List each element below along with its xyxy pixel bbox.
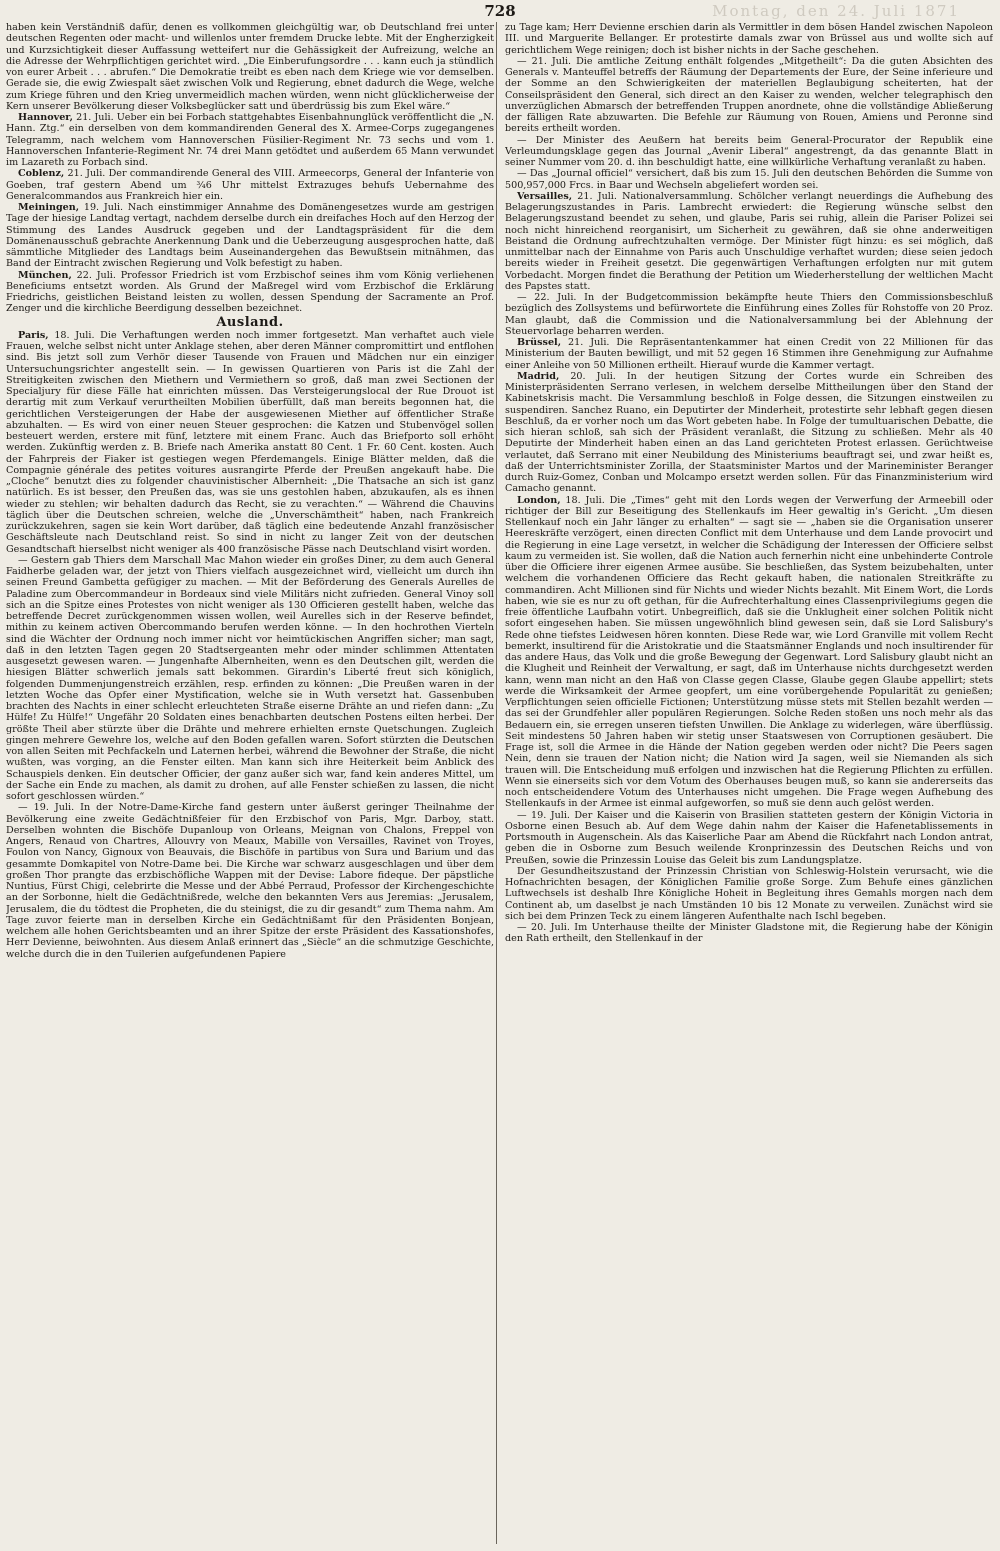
article-paragraph	[6, 168, 494, 202]
section-heading: Ausland.	[216, 314, 284, 330]
paragraph-text: — Der Minister des Aeußern hat bereits beim General-Procurator der Republik eine Verleumdungsklage gegen das Journal „Avenir Liberal“ angestrengt, da das genannte Blatt in seiner Nummer vom 20. d. ihn beschuldigt hatte, eine willkürliche Verhaftung veranlaßt zu haben.	[505, 134, 993, 168]
dateline-place: Madrid,	[517, 370, 560, 382]
article-paragraph	[505, 337, 993, 371]
paragraph-text: 21. Juli. Nationalversammlung. Schölcher verlangt neuerdings die Aufhebung des Belagerungszustandes in Paris. Lambrecht erwiedert: die Regierung wünsche selbst den Belagerungszustand beendet zu sehen, und glaube, Paris sei ruhig, allein die Pariser Polizei sei noch nicht hinreichend reorganisirt, um Sicherheit zu gewähren, daß sie ohne anderweitigen Beistand die Ordnung aufrechtzuhalten vermöge. Der Minister fügt hinzu: es sei möglich, daß unmittelbar nach der Einnahme von Paris auch Unschuldige verhaftet wurden; diese seien jedoch bereits wieder in Freiheit gesetzt. Die gegenwärtigen Verhaftungen erfolgten nur mit gutem Vorbedacht. Morgen findet die Berathung der Petition um Wiederherstellung der weltlichen Macht des Papstes statt.	[505, 190, 993, 292]
paragraph-text: — Gestern gab Thiers dem Marschall Mac Mahon wieder ein großes Diner, zu dem auch General Faidherbe geladen war, der jetzt von Thiers vielfach ausgezeichnet wird, vielleicht um durch ihn seinen Freund Gambetta gefügiger zu machen. — Mit der Beförderung des Generals Aurelles de Paladine zum Obercommandeur in Bordeaux sind viele Militärs nicht zufrieden. General Vinoy soll sich an die Spitze eines Protestes von nicht weniger als 130 Officieren gestellt haben, welche das betreffende Decret zurückgenommen wissen wollen, weil Aurelles sich in der Reserve befindet, mithin zu keinem activen Obercommando berufen werden könne. — In den hochrothen Vierteln sind die Wächter der Ordnung noch immer nicht vor heimtückischen Angriffen sicher; man sagt, daß in den letzten Tagen gegen 20 Stadtsergeanten mehr oder minder schlimmen Attentaten ausgesetzt gewesen waren. — Jungenhafte Albernheiten, wenn es den Deutschen gilt, werden die hiesigen Blätter schwerlich jemals satt bekommen. Girardin's Liberté freut sich königlich, folgenden Dummenjungenstreich erzählen, resp. erfinden zu können: „Die Preußen waren in der letzten Woche das Opfer einer Mystification, welche sie in Wuth versetzt hat. Gassenbuben brachten des Nachts in einer schlecht erleuchteten Straße eiserne Drähte an und riefen dann: „Zu Hülfe! Zu Hülfe!“ Ungefähr 20 Soldaten eines benachbarten deutschen Postens eilten herbei. Der größte Theil aber stürzte über die Drähte und mehrere erhielten ernste Quetschungen. Zugleich gingen mehrere Gewehre los, welche auf den Boden gefallen waren. Sofort stürzten die Deutschen von allen Seiten mit Pechfackeln und Laternen herbei, während die Bewohner der Straße, die nicht wußten, was vorging, an die Fenster eilten. Man kann sich ihre Heiterkeit beim Anblick des Schauspiels denken. Ein deutscher Officier, der ganz außer sich war, fand kein anderes Mittel, um der Sache ein Ende zu machen, als damit zu drohen, auf alle Fenster schießen zu lassen, die nicht sofort geschlossen würden.“	[6, 554, 494, 802]
paragraph-text: haben kein Verständniß dafür, denen es vollkommen gleichgültig war, ob Deutschland frei unter deutschen Regenten oder macht- und willenlos unter fremdem Drucke lebte. Mit der Engherzigkeit und Kurzsichtigkeit dieser Auffassung wetteifert nur die Gehässigkeit der Aufreizung, welche an die Adresse der Wehrpflichtigen gerichtet wird. „Die Einberufungsordre . . . kann euch ja stündlich von eurer Arbeit . . . abrufen.“ Die Demokratie treibt es eben nach dem Kriege wie vor demselben. Gerade sie, die ewig Zwiespalt säet zwischen Volk und Regierung, ebnet dadurch die Wege, welche zum Kriege führen und den Krieg unvermeidlich machen würden, wenn nicht glücklicherweise der Kern unserer Bevölkerung dieser Volksbeglücker satt und überdrüssig bis zum Ekel wäre.“	[6, 22, 494, 112]
paragraph-text: 21. Juli. Die Repräsentantenkammer hat einen Credit von 22 Millionen für das Ministerium der Bauten bewilligt, und mit 52 gegen 16 Stimmen ihre Genehmigung zur Aufnahme einer Anleihe von 50 Millionen ertheilt. Hierauf wurde die Kammer vertagt.	[505, 337, 993, 371]
paragraph-text: 21. Juli. Ueber ein bei Forbach stattgehabtes Eisenbahnunglück veröffentlicht die „N. Hann. Ztg.“ ein derselben von dem kommandirenden General des X. Armee-Corps zugegangenes Telegramm, nach welchem vom Hannoverschen Füsilier-Regiment Nr. 73 sechs und vom 1. Hannoverschen Infanterie-Regiment Nr. 74 drei Mann getödtet und außerdem 65 Mann verwundet im Lazareth zu Forbach sind.	[6, 112, 494, 168]
paragraph-text: 19. Juli. Nach einstimmiger Annahme des Domänengesetzes wurde am gestrigen Tage der hiesige Landtag vertagt, nachdem derselbe durch ein dreifaches Hoch auf den Herzog der Stimmung des Landes Ausdruck gegeben und der Landtagspräsident für die dem Domänenausschuß gebrachte Anerkennung Dank und die Ueberzeugung ausgesprochen hatte, daß sämmtliche Mitglieder des Landtags beim Auseinandergehen das Bewußtsein mitnähmen, das Band der Eintracht zwischen Regierung und Volk befestigt zu haben.	[6, 202, 494, 270]
bleed-through-text: Montag, den 24. Juli 1871	[712, 2, 960, 20]
paragraph-text: — 19. Juli. Der Kaiser und die Kaiserin von Brasilien statteten gestern der Königin Victoria in Osborne einen Besuch ab. Auf dem Wege dahin nahm der Kaiser die Hafenetablissements in Portsmouth in Augenschein. Als das Kaiserliche Paar am Abend die Rückfahrt nach London antrat, geben die in Osborne zum Besuch weilende Kronprinzessin des Deutschen Reichs und von Preußen, sowie die Prinzessin Louise das Geleit bis zum Landungsplatze.	[505, 809, 993, 866]
left-column	[6, 22, 494, 1544]
dateline-place: Coblenz,	[18, 168, 65, 180]
paragraph-text: — 21. Juli. Die amtliche Zeitung enthält folgendes „Mitgetheilt“: Da die guten Absichten des Generals v. Manteuffel betreffs der Räumung der Departements der Eure, der Seine inferieure und der Somme an den Schwierigkeiten der materiellen Beglaubigung scheiterten, hat der Conseilspräsident den General, sich direct an den Kaiser zu wenden, welcher telegraphisch den unverzüglichen Abmarsch der betreffenden Truppen anordnete, ohne die vollständige Abließerung der fälligen Rate abzuwarten. Die Befehle zur Räumung von Rouen, Amiens und Peronne sind bereits ertheilt worden.	[505, 55, 993, 135]
paragraph-text: 22. Juli. Professor Friedrich ist vom Erzbischof seines ihm vom König verliehenen Beneficiums entsetzt worden. Als Grund der Maßregel wird vom Erzbischof die Erklärung Friedrichs, geistlichen Beistand leisten zu wollen, dessen Spendung der Sacramente an Prof. Zenger und die kirchliche Beerdigung desselben bezeichnet.	[6, 269, 494, 315]
paragraph-text: 18. Juli. Die Verhaftungen werden noch immer fortgesetzt. Man verhaftet auch viele Frauen, welche selbst nicht unter Anklage stehen, aber deren Männer compromittirt und entflohen sind. Bis jetzt soll zum Verhör dieser Tausende von Frauen und Mädchen nur ein einziger Untersuchungsrichter angestellt sein. — In gewissen Quartieren von Paris ist die Zahl der Streitigkeiten zwischen den Miethern und Vermiethern so groß, daß man zwei Sectionen der Specialjury für diese Fälle hat einrichten müssen. Das Versteigerungslocal der Rue Drouot ist derartig mit zum Verkauf verurtheilten Mobilien überfüllt, daß man bereits begonnen hat, die gerichtlichen Versteigerungen der Habe der ausgewiesenen Miether auf öffentlicher Straße abzuhalten. — Es wird von einer neuen Steuer gesprochen: die Katzen und Stubenvögel sollen besteuert werden, erstere mit fünf, letztere mit einem Franc. Auch das Briefporto soll erhöht werden. Zukünftig werden z. B. Briefe nach Amerika anstatt 80 Cent. 1 Fr. 60 Cent. kosten. Auch der Fahrpreis der Fiaker ist gestiegen wegen Pferdemangels. Einige Blätter melden, daß die Compagnie générale des petites voitures ausrangirte Pferde der Preußen angekauft habe. Die „Cloche“ benutzt dies zu folgender chauvinistischer Albernheit: „Die Thatsache an sich ist ganz natürlich. Es ist besser, den Preußen das, was sie uns gestohlen haben, abzukaufen, als es ihnen wieder zu stehlen; wir behalten dadurch das Recht, sie zu verachten.“ — Während die Chauvins täglich über die Deutschen schreien, welche die „Unverschämtheit“ haben, nach Frankreich zurückzukehren, sagen sie kein Wort darüber, daß täglich eine bedeutende Anzahl französischer Geschäftsleute nach Deutschland reist. So sind in nicht zu langer Zeit von der deutschen Gesandtschaft hierselbst nicht weniger als 400 französische Pässe nach Deutschland visirt worden.	[6, 329, 494, 555]
dateline-place: Paris,	[18, 329, 49, 341]
article-paragraph	[505, 292, 993, 337]
article-paragraph	[505, 495, 993, 810]
article-paragraph	[505, 168, 993, 191]
dateline-place: Meiningen,	[18, 202, 80, 213]
paragraph-text: 21. Juli. Der commandirende General des VIII. Armeecorps, General der Infanterie von Goeben, traf gestern Abend um ¾6 Uhr mittelst Extrazuges behufs Uebernahme des Generalcommandos aus Frankreich hier ein.	[6, 168, 494, 202]
paragraph-text: — 20. Juli. Im Unterhause theilte der Minister Gladstone mit, die Regierung habe der Königin den Rath ertheilt, den Stellenkauf in der	[505, 922, 993, 945]
paragraph-text: — Das „Journal officiel“ versichert, daß bis zum 15. Juli den deutschen Behörden die Summe von 500,957,000 Frcs. in Baar und Wechseln abgeliefert worden sei.	[505, 168, 993, 191]
article-paragraph	[505, 56, 993, 135]
article-paragraph	[505, 810, 993, 866]
paragraph-text: 18. Juli. Die „Times“ geht mit den Lords wegen der Verwerfung der Armeebill oder richtiger der Bill zur Beseitigung des Stellenkaufs im Heer gewaltig in's Gericht. „Um diesen Stellenkauf noch ein Jahr länger zu erhalten“ — sagt sie — „haben sie die Organisation unserer Heereskräfte verzögert, einen directen Conflict mit dem Unterhause und dem Lande provocirt und die Regierung in eine Lage versetzt, in welcher die Schädigung der Interessen der Officiere selbst kaum zu vermeiden ist. Sie wollen, daß die Nation auch fernerhin nicht eine unbehinderte Controle über die Officiere ihrer eigenen Armee ausübe. Sie beschließen, das System beizubehalten, unter welchem die vorhandenen Officiere das Recht gekauft haben, die nationalen Streitkräfte zu commandiren. Acht Millionen sind für Nichts und wieder Nichts bezahlt. Mit Einem Wort, die Lords haben, wie sie es nur zu oft gethan, für die Aufrechterhaltung eines Classenprivilegiums gegen die freie öffentliche Laufbahn votirt. Unbegreiflich, daß sie die Unklugheit einer solchen Politik nicht sofort eingesehen haben. Sie müssen ungewöhnlich blind gewesen sein, daß sie Lord Salisbury's Rede ohne tiefstes Leidwesen hören konnten. Diese Rede war, wie Lord Granville mit vollem Recht bemerkt, insultirend für die Aristokratie und die Staatsmänner Englands und noch insultirender für das andere Haus, das Volk und die große Bewegung der Gegenwart. Lord Salisbury glaubt nicht an die Klugheit und Reinheit der Verwaltung, er sagt, daß im Unterhause nichts durchgesetzt werden kann, wenn man nicht an den Haß von Classe gegen Classe, Glaube gegen Glaube appellirt; stets werde die Wirksamkeit der Armee geopfert, um eine vorübergehende Popularität zu genießen; Verpflichtungen seien officielle Fictionen; Unterstützung müsse stets mit Stellen bezahlt werden — das sei der Grundfehler aller populären Regierungen. Solche Reden stoßen uns noch mehr als das Bedauern ein, sie erregen unseren tiefsten Unwillen. Die Anklage zu widerlegen, wäre überflüssig. Seit mindestens 50 Jahren haben wir stetig unser Staatswesen von Corruptionen gesäubert. Die Frage ist, soll die Armee in die Hände der Nation gegeben werden oder nicht? Die Peers sagen Nein, denn sie trauen der Nation nicht; die Nation wird Ja sagen, weil sie Niemanden als sich trauen will. Die Entscheidung muß erfolgen und inzwischen hat die Regierung Pflichten zu erfüllen. Wenn sie einerseits sich vor dem Votum des Oberhauses beugen muß, so kann sie andererseits das noch entscheidendere Votum des Unterhauses nicht umgehen. Die Frage wegen Aufhebung des Stellenkaufs in der Armee ist einmal aufgeworfen, so muß sie denn auch gelöst werden.	[505, 494, 993, 810]
right-column	[505, 22, 993, 1544]
page-number: 728	[484, 2, 516, 20]
article-paragraph	[6, 555, 494, 803]
paragraph-text: — 22. Juli. In der Budgetcommission bekämpfte heute Thiers den Commissionsbeschluß bezüglich des Zollsystems und befürwortete die Einführung eines Zolles für Rohstoffe von 20 Proz. Man glaubt, daß die Commission und die Nationalversammlung bei der Ablehnung der Steuervorlage beharren werden.	[505, 292, 993, 337]
dateline-place: Hannover,	[18, 112, 74, 123]
paragraph-text: zu Tage kam; Herr Devienne erschien darin als Vermittler in dem bösen Handel zwischen Napoleon III. und Marguerite Bellanger. Er protestirte damals zwar von Brüssel aus und wollte sich auf gerichtlichem Wege reinigen; doch ist bisher nichts in der Sache geschehen.	[505, 22, 993, 56]
article-paragraph	[6, 330, 494, 555]
dateline-place: Brüssel,	[517, 337, 562, 348]
paragraph-text: — 19. Juli. In der Notre-Dame-Kirche fand gestern unter äußerst geringer Theilnahme der Bevölkerung eine zweite Gedächtnißfeier für den Erzbischof von Paris, Mgr. Darboy, statt. Derselben wohnten die Bischöfe Dupanloup von Orleans, Meignan von Chalons, Freppel von Angers, Renaud von Chartres, Allouvry von Meaux, Mabille von Versailles, Ravinet von Troyes, Foulon von Nancy, Gignoux von Beauvais, die Bischöfe in partibus von Sura und Barium und das gesammte Domkapitel von Notre-Dame bei. Die Kirche war schwarz ausgeschlagen und über dem großen Thor prangte das erzbischöfliche Wappen mit der Devise: Labore fideque. Der päpstliche Nuntius, Fürst Chigi, celebrirte die Messe und der Abbé Perraud, Professor der Kirchengeschichte an der Sorbonne, hielt die Gedächtnißrede, welche den bekannten Vers aus Jeremias: „Jerusalem, Jerusalem, die du tödtest die Propheten, die du steinigst, die zu dir gesandt“ zum Thema nahm. Am Tage zuvor feierte man in derselben Kirche ein Gedächtnißamt für den Präsidenten Bonjean, welchem alle hohen Gerichtsbeamten und an ihrer Spitze der erste Präsident des Kassationshofes, Herr Devienne, beiwohnten. Aus diesem Anlaß erinnert das „Siècle“ an die schmutzige Geschichte, welche durch die in den Tuilerien aufgefundenen Papiere	[6, 802, 494, 960]
column-divider	[496, 22, 497, 1544]
article-paragraph	[6, 270, 494, 315]
paragraph-text: 20. Juli. In der heutigen Sitzung der Cortes wurde ein Schreiben des Ministerpräsidenten Serrano verlesen, in welchem derselbe Mittheilungen über den Stand der Kabinetskrisis macht. Die Versammlung beschloß in Folge dessen, die Sitzungen einstweilen zu suspendiren. Sanchez Ruano, ein Deputirter der Minderheit, protestirte sehr lebhaft gegen diesen Beschluß, da er vorher noch um das Wort gebeten habe. In Folge der tumultuarischen Debatte, die sich hieran schloß, sah sich der Präsident veranlaßt, die Sitzung zu schließen. Mehr als 40 Deputirte der Minderheit haben einen an das Land gerichteten Protest erlassen. Gerüchtweise verlautet, daß Serrano mit einer Neubildung des Ministeriums beauftragt sei, und zwar heißt es, daß der Unterrichtsminister Zorilla, der Staatsminister Martos und der Marineminister Beranger durch Ruiz-Gomez, Conban und Molcampo ersetzt werden sollen. Für das Finanzministerium wird Camacho genannt.	[505, 370, 993, 495]
article-paragraph	[505, 135, 993, 169]
paragraph-text: Der Gesundheitszustand der Prinzessin Christian von Schleswig-Holstein verursacht, wie die Hofnachrichten besagen, der Königlichen Familie große Sorge. Zum Behufe eines gänzlichen Luftwechsels ist deshalb Ihre Königliche Hoheit in Begleitung ihres Gemahls morgen nach dem Continent ab, um daselbst je nach Umständen 10 bis 12 Monate zu verweilen. Zunächst wird sie sich bei dem Prinzen Teck zu einem längeren Aufenthalte nach Ischl begeben.	[505, 865, 993, 922]
article-paragraph	[6, 22, 494, 112]
article-paragraph	[505, 191, 993, 292]
article-paragraph	[505, 922, 993, 945]
dateline-place: Versailles,	[517, 190, 573, 202]
dateline-place: London,	[517, 494, 561, 506]
article-paragraph	[6, 802, 494, 960]
article-paragraph	[6, 112, 494, 168]
article-paragraph	[505, 22, 993, 56]
article-paragraph	[505, 371, 993, 495]
dateline-place: München,	[18, 269, 72, 281]
article-paragraph	[6, 202, 494, 270]
article-paragraph	[505, 866, 993, 922]
